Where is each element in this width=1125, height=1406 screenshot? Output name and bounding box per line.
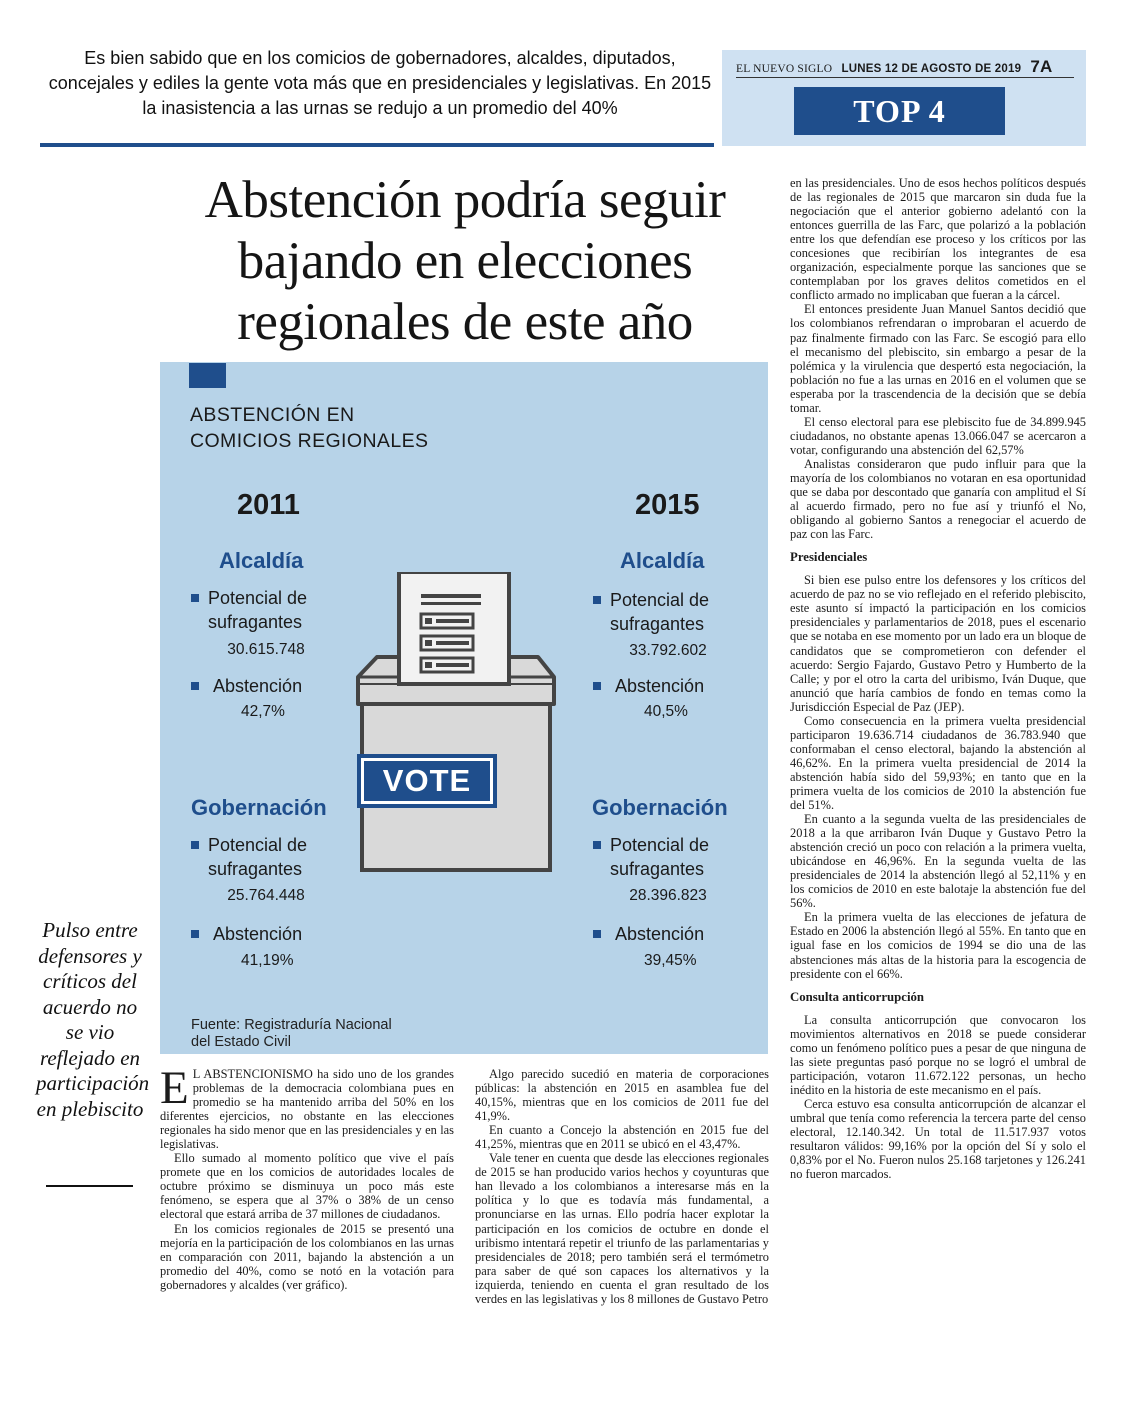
- vote-label: VOTE: [364, 761, 490, 801]
- article-paragraph: En cuanto a la segunda vuelta de las presidenciales de 2018 a la que arribaron Iván Duque y Gustavo Petro la abstención creció un poco con relación a la primera vuelta, ubicándose en 46,96%. En la segunda vuelta de las presidenciales de 2014 la abstención llegó al 52,11% y en los comicios de 2010 en este balotaje la abstención fue del 56%.: [790, 812, 1086, 911]
- subheading-presidenciales: Presidenciales: [790, 550, 868, 565]
- kicker-divider: [40, 143, 714, 147]
- gobernacion-2011-potential-value: 25.764.448: [227, 887, 305, 904]
- article-column-1: [160, 1062, 454, 1292]
- bullet-icon: [593, 596, 601, 604]
- bullet-icon: [593, 930, 601, 938]
- article-paragraph: El censo electoral para ese plebiscito fue de 34.899.945 ciudadanos, no obstante apenas 13.066.047 se acercaron a votar, configurando una abstención del 62,57%: [790, 414, 1086, 457]
- kicker-text: Es bien sabido que en los comicios de gobernadores, alcaldes, diputados, concejales y ediles la gente vota más que en presidenciales y legislativas. En 2015 la inasistencia a las urnas se redujo a un promedio del 40%: [48, 48, 712, 118]
- bullet-icon: [191, 594, 199, 602]
- publication-date: LUNES 12 DE AGOSTO DE 2019: [841, 63, 1022, 75]
- year-2015: 2015: [635, 489, 700, 521]
- bullet-icon: [593, 841, 601, 849]
- alcaldia-2011-abstention-label: Abstención: [191, 674, 302, 698]
- alcaldia-2011-heading: Alcaldía: [219, 548, 304, 573]
- subheading-consulta: Consulta anticorrupción: [790, 989, 925, 1004]
- gobernacion-2015-abstention-label: Abstención: [593, 922, 704, 946]
- gobernacion-2011-heading: Gobernación: [191, 795, 327, 820]
- masthead-divider: [736, 77, 1074, 78]
- page-number: 7A: [1030, 57, 1053, 76]
- bullet-icon: [191, 841, 199, 849]
- article-paragraph: Ello sumado al momento político que vive el país promete que en los comicios de autoridades locales de octubre próximo se disminuya un poco más este fenómeno, se espera que al 37% o 38% de un censo electoral que estará arriba de 37 millones de ciudadanos.: [160, 1151, 454, 1222]
- article-paragraph: Vale tener en cuenta que desde las elecciones regionales de 2015 se han producido varios hechos y coyunturas que han llevado a los colombianos a interesarse más en la política y lo que es todavía más fundamental, a pronunciarse en las urnas. Ello podría hacer explotar la participación en los comicios de octubre en donde el uribismo intentará repetir el triunfo de las parlamentarias y presidenciales de 2018; pero también será el termómetro para saber de qué son capaces los alternativos y la izquierda, teniendo en cuenta el gran resultado de los verdes en las legislativas y los 8 millones de Gustavo Petro: [475, 1151, 769, 1306]
- alcaldia-2015-potential-value: 33.792.602: [629, 642, 707, 659]
- headline: Abstención podría seguir bajando en elecciones regionales de este año: [204, 171, 726, 351]
- gobernacion-2015-potential-label: Potencial de sufragantes: [593, 833, 763, 881]
- article-paragraph: En la primera vuelta de las elecciones de jefatura de Estado en 2006 la abstención llegó al 55%. En tanto que en igual fase en los comicios de 1994 se dio una de las abstenciones más altas de la historia para la escogencia de presidente con el 66%.: [790, 910, 1086, 981]
- vote-label-frame: [357, 754, 497, 808]
- publication-name: EL NUEVO SIGLO: [736, 63, 833, 75]
- alcaldia-2011-abstention-value: 42,7%: [241, 703, 285, 720]
- article-paragraph: Si bien ese pulso entre los defensores y los críticos del acuerdo de paz no se vio reflejado en el referido plebiscito, este asunto sí impactó la participación en los comicios presidenciales y parlamentarios de 2018, pues el escenario que se notaba en ese momento por un lado era un bloque de candidatos que se comprometieron con defender el acuerdo: Sergio Fajardo, Gustavo Petro y Humberto de la Calle; y por el otro la carta del uribismo, Iván Duque, que anunció que haría cambios de fondo en temas como la Jurisdicción Especial de Paz (JEP).: [790, 573, 1086, 714]
- infographic-title-line2: COMICIOS REGIONALES: [190, 430, 429, 452]
- section-label: TOP 4: [794, 87, 1005, 135]
- alcaldia-2015-potential-label: Potencial de sufragantes: [593, 588, 763, 636]
- alcaldia-2011-potential-label: Potencial de sufragantes: [191, 586, 361, 634]
- pull-quote: Pulso entre defensores y críticos del acuerdo no se vio reflejado en participación en plebiscito: [36, 918, 150, 1121]
- article-column-2: [475, 1067, 769, 1306]
- alcaldia-2015-abstention-label: Abstención: [593, 674, 704, 698]
- article-paragraph: Algo parecido sucedió en materia de corporaciones públicas: la abstención en 2015 en asamblea fue del 40,15%, mientras que en los comicios de 2011 fue del 41,9%.: [475, 1067, 769, 1124]
- bullet-icon: [191, 682, 199, 690]
- year-2011: 2011: [237, 489, 300, 521]
- infographic-title-line1: ABSTENCIÓN EN: [190, 404, 355, 426]
- article-paragraph: En cuanto a Concejo la abstención en 2015 fue del 41,25%, mientras que en 2011 se ubicó en el 43,47%.: [475, 1123, 769, 1152]
- infographic-source: Fuente: Registraduría Nacional del Estado Civil: [191, 1017, 392, 1050]
- alcaldia-2015-abstention-value: 40,5%: [644, 703, 688, 720]
- gobernacion-2011-potential-label: Potencial de sufragantes: [191, 833, 361, 881]
- article-paragraph: La consulta anticorrupción que convocaron los movimientos alternativos en 2018 se puede considerar como un fenómeno político pues a pesar de que ninguna de las siete preguntas pasó porque no se logró el umbral de participación, votaron 11.672.122 personas, un hecho inédito en la historia de este mecanismo en el país.: [790, 1012, 1086, 1097]
- infographic-marker: [189, 363, 226, 388]
- article-paragraph: en las presidenciales. Uno de esos hechos políticos después de las regionales de 2015 que marcaron sin duda fue la negociación que el anterior gobierno adelantó con la entonces guerrilla de las Farc, que polarizó a la población entre los que defendían ese proceso y los críticos por las concesiones que recibirían los integrantes de esa organización, especialmente porque las sanciones que se contemplaban por los graves delitos cometidos en el conflicto armado no implicaban que fueran a la cárcel.: [790, 176, 1086, 303]
- alcaldia-2011-potential-value: 30.615.748: [227, 641, 305, 658]
- ballot-box-icon: [355, 572, 569, 872]
- bullet-icon: [593, 682, 601, 690]
- infographic: [160, 362, 768, 1054]
- gobernacion-2011-abstention-label: Abstención: [191, 922, 302, 946]
- drop-cap: E: [160, 1062, 189, 1114]
- masthead-line: [736, 57, 1053, 77]
- article-paragraph: En los comicios regionales de 2015 se presentó una mejoría en la participación de los colombianos en las urnas en comparación con 2011, bajando la abstención a un promedio del 40%, como se notó en la votación para gobernadores y alcaldes (ver gráfico).: [160, 1221, 454, 1292]
- ballot-box-illustration: [355, 572, 569, 872]
- article-paragraph: Como consecuencia en la primera vuelta presidencial participaron 19.636.714 ciudadanos de 36.783.940 que conformaban el censo electoral, bajando la abstención al 46,62%. En la primera vuelta presidencial de 2014 la abstención había sido del 59,93%; en tanto que en la primera vuelta de los comicios de 2010 la abstención fue del 51%.: [790, 713, 1086, 813]
- gobernacion-2015-abstention-value: 39,45%: [644, 952, 697, 969]
- masthead: [722, 50, 1086, 146]
- gobernacion-2015-potential-value: 28.396.823: [629, 887, 707, 904]
- gobernacion-2015-heading: Gobernación: [592, 795, 728, 820]
- alcaldia-2015-heading: Alcaldía: [620, 548, 705, 573]
- gobernacion-2011-abstention-value: 41,19%: [241, 952, 294, 969]
- infographic-title: [190, 402, 428, 454]
- article-paragraph: Analistas consideraron que pudo influir para que la mayoría de los colombianos no votaran en esa oportunidad que se daba por descontado que ganaría con amplitud el Sí al acuerdo firmado, pero no fue así y triunfó el No, obligando al gobierno Santos a renegociar el acuerdo de paz con las Farc.: [790, 456, 1086, 542]
- article-paragraph: E L ABSTENCIONISMO ha sido uno de los grandes problemas de la democracia colombiana pues en promedio se ha mantenido arriba del 50% en los diferentes ejercicios, no obstante en las elecciones regionales ha sido menor que en las presidenciales y en las legislativas.: [160, 1062, 454, 1152]
- article-paragraph: El entonces presidente Juan Manuel Santos decidió que los colombianos refrendaran o improbaran el acuerdo de paz finalmente firmado con las Farc. Se escogió para ello el mecanismo del plebiscito, sin embargo a pesar de la polémica y la virulencia que despertó esta negociación, la población no fue a las urnas en 2016 en el volumen que se esperaba por la trascendencia de la decisión que se debía tomar.: [790, 302, 1086, 415]
- pull-quote-rule: [46, 1185, 133, 1187]
- article-paragraph: Cerca estuvo esa consulta anticorrupción de alcanzar el umbral que tenía como referencia la tercera parte del censo electoral, 12.140.342. Un total de 11.517.937 votos resultaron válidos: 99,16% por la opción del Sí y solo el 0,83% por el No. Fueron nulos 25.168 tarjetones y 126.241 no fueron marcados.: [790, 1096, 1086, 1182]
- bullet-icon: [191, 930, 199, 938]
- article-column-3: [790, 176, 1086, 1181]
